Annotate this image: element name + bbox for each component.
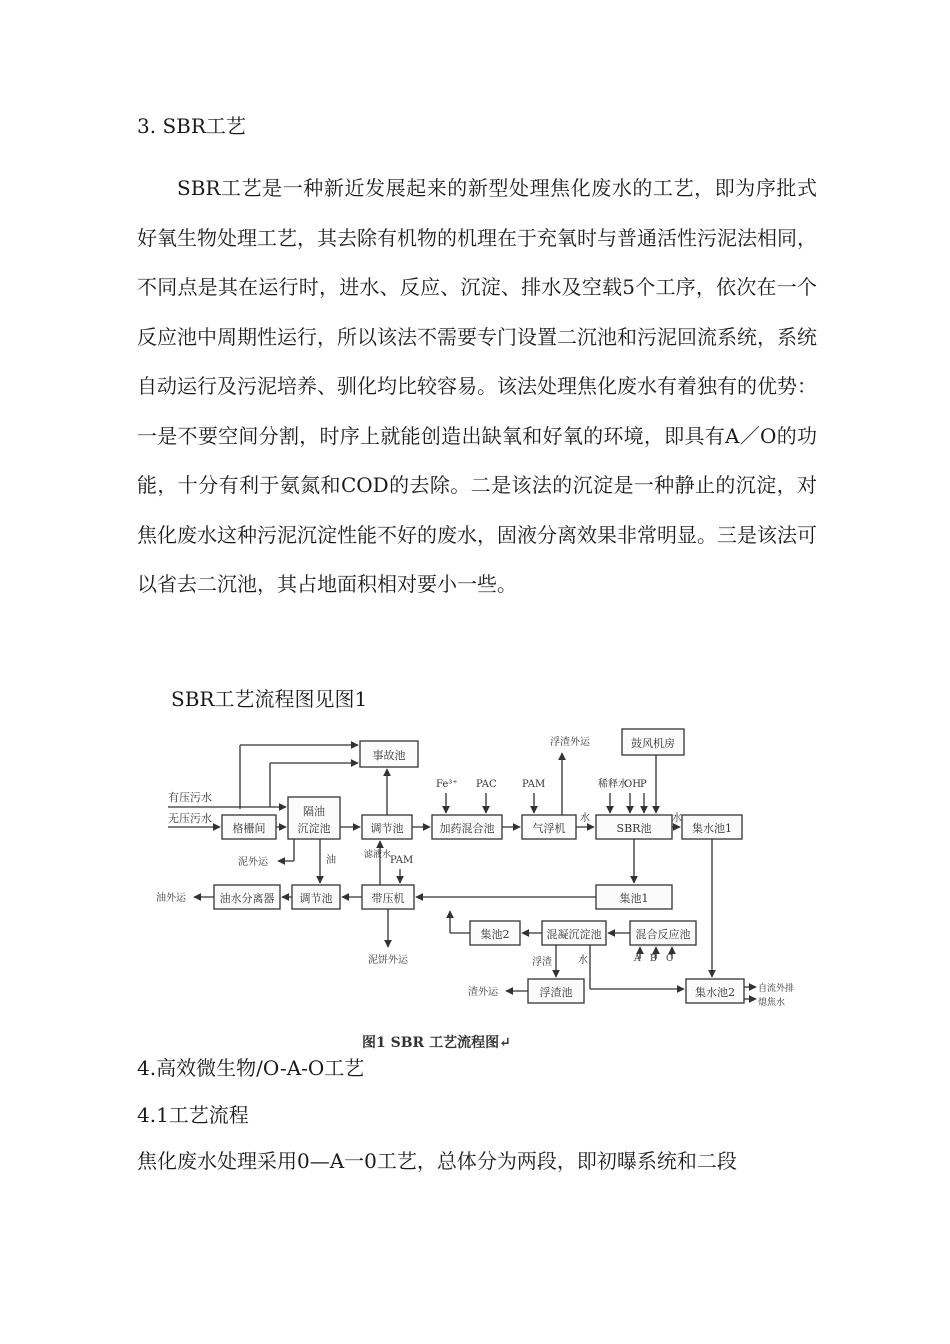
section-4-1-heading: 4.1工艺流程 — [137, 1103, 249, 1127]
section-4-heading: 4.高效微生物/O-A-O工艺 — [137, 1056, 365, 1080]
box-oilwater-label: 油水分离器 — [219, 892, 275, 905]
label-pac: PAC — [476, 779, 497, 790]
box-oil-sep-label1: 隔油 — [303, 805, 325, 818]
label-scum: 浮渣 — [532, 957, 552, 968]
label-water1: 水 — [580, 813, 590, 824]
label-pam-mid: PAM — [390, 855, 414, 866]
label-cake-out: 泥饼外运 — [368, 955, 408, 966]
label-discharge: 自流外排 — [758, 984, 795, 994]
box-scumtank-label: 浮渣池 — [539, 986, 573, 999]
box-blower-label: 鼓风机房 — [631, 737, 675, 750]
label-c: C — [666, 954, 673, 964]
box-grille-label: 格栅间 — [232, 822, 266, 835]
label-oh: OH — [624, 779, 641, 790]
box-collect2-label: 集水池2 — [695, 986, 735, 999]
box-regulate2-label: 调节池 — [299, 892, 333, 905]
sbr-process-flow-diagram — [150, 723, 795, 1053]
box-pool1-label: 集池1 — [619, 892, 649, 905]
label-water2: 水 — [672, 813, 682, 824]
figure-caption: 图1 SBR 工艺流程图↵ — [362, 1035, 511, 1051]
box-collect1-label: 集水池1 — [692, 822, 732, 835]
box-oil-sep-label2: 沉淀池 — [297, 822, 331, 835]
box-coag-label: 混凝沉淀池 — [546, 928, 602, 941]
label-filtrate: 滤液水 — [364, 850, 392, 860]
label-b: B — [650, 954, 657, 964]
box-flotation-label: 气浮机 — [532, 822, 566, 835]
box-dosing-label: 加药混合池 — [439, 822, 495, 835]
label-slag-out: 渣外运 — [468, 987, 498, 998]
label-mud-out: 泥外运 — [238, 857, 268, 868]
box-accident-label: 事故池 — [372, 749, 406, 762]
input-pressure: 有压污水 — [168, 791, 212, 804]
label-a: A — [634, 954, 641, 964]
section-3-heading: 3. SBR工艺 — [137, 114, 246, 138]
label-scum-out-top: 浮渣外运 — [550, 737, 590, 748]
box-regulate-label: 调节池 — [370, 822, 404, 835]
label-fe: Fe³⁺ — [436, 779, 458, 790]
box-sbr-label: SBR池 — [616, 822, 652, 835]
figure-reference: SBR工艺流程图见图1 — [171, 687, 368, 711]
sbr-paragraph: SBR工艺是一种新近发展起来的新型处理焦化废水的工艺，即为序批式好氧生物处理工艺，其去除有机物的机理在于充氧时与普通活性污泥法相同，不同点是其在运行时，进水、反应、沉淀、排水及空载5个工序，依次在一个反应池中周期性运行，所以该法不需要专门设置二沉池和污泥回流系统，系统自动运行及污泥培养、驯化均比较容易。该法处理焦化废水有着独有的优势：一是不要空间分割，时序上就能创造出缺氧和好氧的环境，即具有A／O的功能，十分有利于氨氮和COD的去除。二是该法的沉淀是一种静止的沉淀，对焦化废水这种污泥沉淀性能不好的废水，固液分离效果非常明显。三是该法可以省去二沉池，其占地面积相对要小一些。 — [137, 176, 817, 596]
box-mixreact-label: 混合反应池 — [635, 928, 691, 941]
label-dilute: 稀释水 — [598, 779, 628, 790]
label-water3: 水 — [578, 955, 588, 966]
label-oil: 油 — [326, 855, 336, 866]
section-4-1-text: 焦化废水处理采用0—A一0工艺，总体分为两段，即初曝系统和二段 — [137, 1149, 737, 1173]
label-oil-out: 油外运 — [156, 893, 186, 904]
box-beltpress-label: 带压机 — [371, 892, 405, 905]
label-pam-top: PAM — [522, 779, 546, 790]
input-nopressure: 无压污水 — [168, 812, 212, 825]
label-p: P — [640, 779, 647, 790]
box-pool2-label: 集池2 — [480, 928, 510, 941]
label-quench: 熄焦水 — [758, 998, 786, 1008]
